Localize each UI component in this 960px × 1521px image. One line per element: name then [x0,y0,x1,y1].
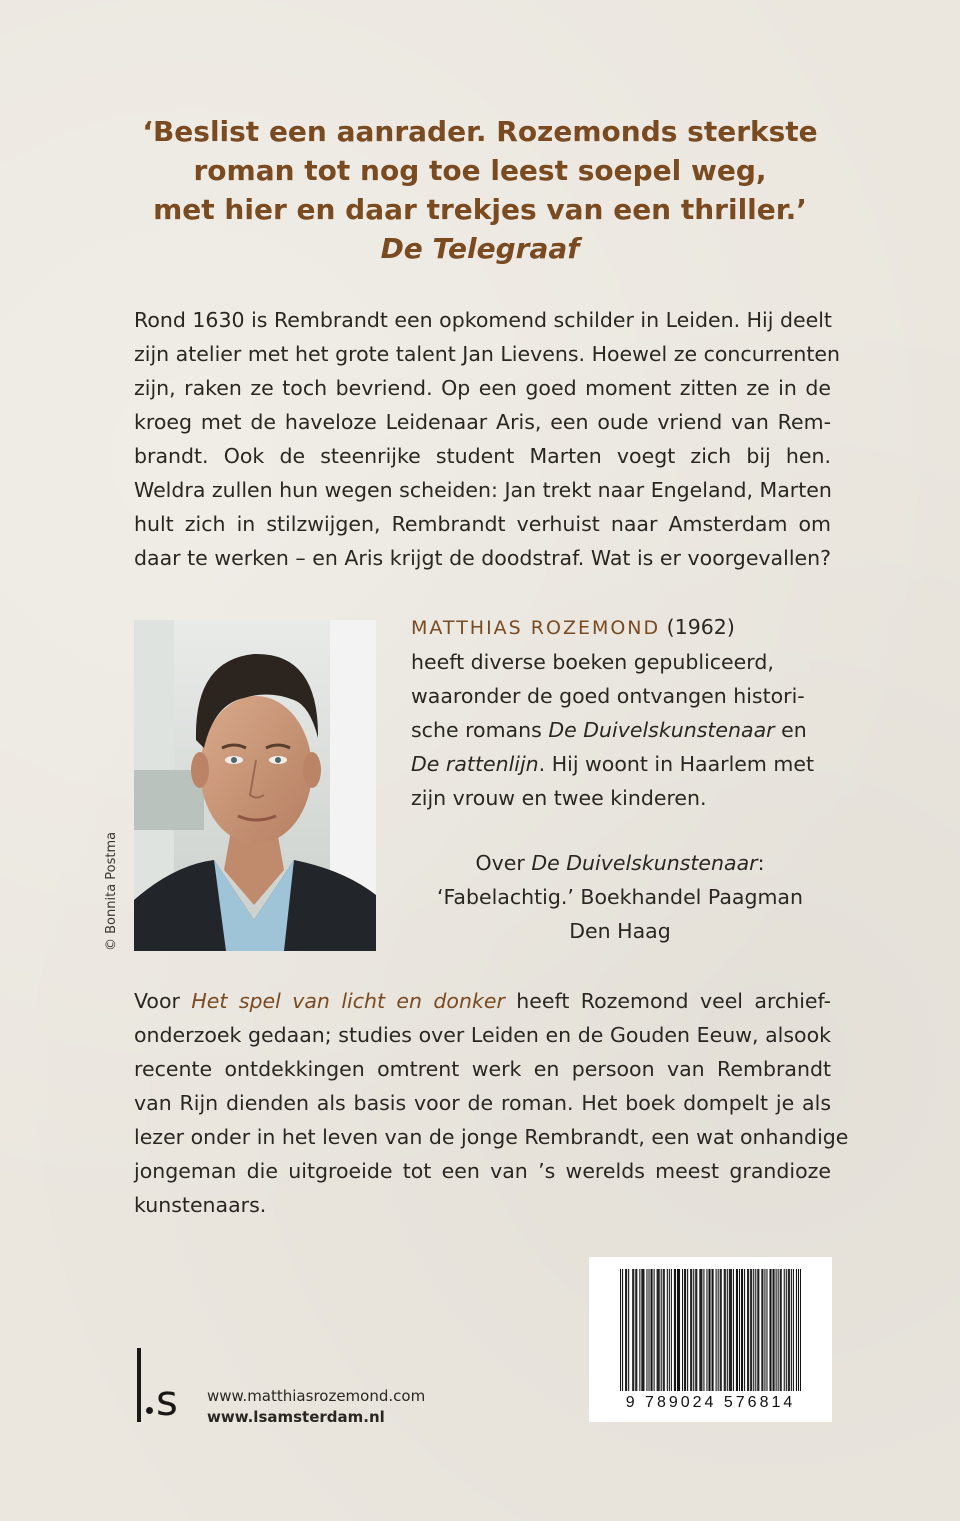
barcode-bar [744,1269,745,1391]
barcode-bar [678,1269,679,1391]
barcode-bar [724,1269,725,1391]
barcode-bar [751,1269,752,1391]
barcode-bar [800,1269,801,1391]
quote-source: De Telegraaf [380,232,580,265]
about-line: onderzoek gedaan; studies over Leiden en de Gouden Eeuw, alsook [134,1023,831,1047]
about-line [134,984,831,1018]
barcode-bar [654,1269,655,1391]
barcode-bar [664,1269,665,1391]
about-line: jongeman die uitgroeide tot een van ’s werelds meest grandioze [134,1159,831,1183]
barcode-bar [781,1269,782,1391]
barcode-bar [646,1269,647,1391]
barcode-bar [736,1269,737,1391]
barcode-bar [721,1269,722,1391]
barcode-bar [798,1269,799,1391]
barcode-bar [685,1269,686,1391]
review-line [420,846,820,880]
barcode-bar [718,1269,719,1391]
barcode-bar [695,1269,696,1391]
publisher-logo-dot [146,1407,153,1414]
bio-text: en [774,718,807,742]
quote-line-3: met hier en daar trekjes van een thriller.’ [153,193,807,226]
barcode-bar [682,1269,683,1391]
barcode-bar [684,1269,685,1391]
barcode-bar [643,1269,644,1391]
author-birth-year: (1962) [660,615,735,639]
barcode-bar [755,1269,756,1391]
author-website: www.matthiasrozemond.com [207,1387,426,1405]
barcode-bar [663,1269,664,1391]
barcode-bar [737,1269,738,1391]
review-text: : [757,851,765,875]
barcode-bar [762,1269,763,1391]
about-text: Voor [134,989,192,1013]
quote-line-2: roman tot nog toe leest soepel weg, [193,154,767,187]
about-line: van Rijn dienden als basis voor de roman. Het boek dompelt je als [134,1091,831,1115]
barcode-bar [757,1269,758,1391]
barcode-bar [730,1269,731,1391]
about-line: lezer onder in het leven van de jonge Rembrandt, een wat onhandige [134,1125,849,1149]
synopsis-line: brandt. Ook de steenrijke student Marten voegt zich bij hen. [134,444,831,468]
barcode-bar [625,1269,626,1391]
publisher-website: www.lsamsterdam.nl [207,1408,385,1426]
book-title: Het spel van licht en donker [191,989,505,1013]
author-name: MATTHIAS ROZEMOND [411,617,661,639]
barcode-bar [669,1269,670,1391]
barcode-bar [674,1269,675,1391]
barcode-bar [776,1269,777,1391]
barcode-bar [793,1269,794,1391]
synopsis-line: kroeg met de haveloze Leidenaar Aris, een oude vriend van Rem- [134,410,831,434]
barcode-bar [716,1269,717,1391]
barcode-bar [713,1269,714,1391]
barcode-bar [675,1269,676,1391]
barcode-bar [742,1269,743,1391]
barcode-bar [766,1269,767,1391]
barcode-bar [733,1269,734,1391]
barcode-bar [741,1269,742,1391]
barcode-bar [641,1269,642,1391]
barcode [589,1257,832,1422]
barcode-bar [632,1269,633,1391]
barcode-bar [770,1269,771,1391]
barcode-bar [709,1269,710,1391]
barcode-bar [725,1269,726,1391]
review-line: ‘Fabelachtig.’ Boekhandel Paagman [436,885,803,909]
barcode-bar [708,1269,709,1391]
barcode-bar [696,1269,697,1391]
barcode-bar [667,1269,668,1391]
barcode-bar [671,1269,672,1391]
barcode-bar [679,1269,680,1391]
bio-line [411,747,841,781]
barcode-bar [712,1269,713,1391]
synopsis-line: zijn, raken ze toch bevriend. Op een goed moment zitten ze in de [134,376,831,400]
bio-line [411,610,841,645]
author-bio [411,610,841,815]
barcode-bar [635,1269,636,1391]
barcode-bar [729,1269,730,1391]
barcode-bar [791,1269,792,1391]
barcode-bar [720,1269,721,1391]
about-line: kunstenaars. [134,1193,267,1217]
synopsis-line: daar te werken – en Aris krijgt de doodstraf. Wat is er voorgevallen? [134,546,831,570]
barcode-bar [699,1269,700,1391]
barcode-bar [703,1269,704,1391]
barcode-bar [687,1269,688,1391]
about-line: recente ontdekkingen omtrent werk en persoon van Rembrandt [134,1057,831,1081]
barcode-bar [690,1269,691,1391]
barcode-bar [652,1269,653,1391]
barcode-bar [727,1269,728,1391]
book-title: De Duivelskunstenaar [548,718,775,742]
barcode-bar [761,1269,762,1391]
barcode-digits: 9 789024 576814 [625,1394,796,1411]
barcode-bar [750,1269,751,1391]
about-text: heeft Rozemond veel archief- [504,989,832,1013]
barcode-bar [778,1269,779,1391]
barcode-bar [622,1269,623,1391]
barcode-bar [748,1269,749,1391]
review-text: Over [475,851,532,875]
synopsis-line: hult zich in stilzwijgen, Rembrandt verhuist naar Amsterdam om [134,512,831,536]
barcode-bar [786,1269,787,1391]
barcode-bar [657,1269,658,1391]
about-paragraph [134,984,849,1222]
barcode-bar [633,1269,634,1391]
barcode-bar [731,1269,732,1391]
barcode-bar [639,1269,640,1391]
barcode-bar [747,1269,748,1391]
barcode-bar [701,1269,702,1391]
bio-text: sche romans [411,718,549,742]
author-portrait-image [134,620,376,951]
barcode-bar [628,1269,629,1391]
bio-line: waaronder de goed ontvangen histori- [411,684,805,708]
barcode-bar [796,1269,797,1391]
bio-line: zijn vrouw en twee kinderen. [411,786,707,810]
book-title: De rattenlijn [411,752,539,776]
barcode-bar [659,1269,660,1391]
barcode-bar [706,1269,707,1391]
barcode-bar [620,1269,621,1391]
author-photo [134,620,376,951]
barcode-bar [769,1269,770,1391]
bio-text: . Hij woont in Haarlem met [538,752,815,776]
barcode-bar [693,1269,694,1391]
quote-line-1: ‘Beslist een aanrader. Rozemonds sterkste [142,115,818,148]
barcode-bar [691,1269,692,1391]
publisher-logo-letter: s [156,1376,178,1425]
barcode-bar [758,1269,759,1391]
barcode-bar [658,1269,659,1391]
synopsis-paragraph [134,303,840,575]
barcode-bar [789,1269,790,1391]
barcode-bar [648,1269,649,1391]
book-review [420,846,820,948]
barcode-bar [780,1269,781,1391]
bio-line [411,713,841,747]
barcode-bar [626,1269,627,1391]
barcode-bar [700,1269,701,1391]
barcode-bar [774,1269,775,1391]
review-quote [60,112,900,268]
book-title: De Duivelskunstenaar [531,851,758,875]
photo-credit: © Bonnita Postma [104,831,119,951]
barcode-bar [661,1269,662,1391]
barcode-bar [784,1269,785,1391]
barcode-bar [677,1269,678,1391]
publisher-logo-bar [137,1348,141,1422]
barcode-bar [636,1269,637,1391]
barcode-bar [773,1269,774,1391]
review-line: Den Haag [569,919,671,943]
barcode-bar [753,1269,754,1391]
synopsis-line: Weldra zullen hun wegen scheiden: Jan trekt naar Engeland, Marten [134,478,832,502]
barcode-bar [642,1269,643,1391]
barcode-bar [739,1269,740,1391]
barcode-bars [620,1269,801,1391]
bio-line: heeft diverse boeken gepubliceerd, [411,650,774,674]
synopsis-line: zijn atelier met het grote talent Jan Lievens. Hoewel ze concurrenten [134,342,840,366]
barcode-bar [764,1269,765,1391]
barcode-bar [651,1269,652,1391]
synopsis-line: Rond 1630 is Rembrandt een opkomend schilder in Leiden. Hij deelt [134,308,832,332]
barcode-bar [788,1269,789,1391]
